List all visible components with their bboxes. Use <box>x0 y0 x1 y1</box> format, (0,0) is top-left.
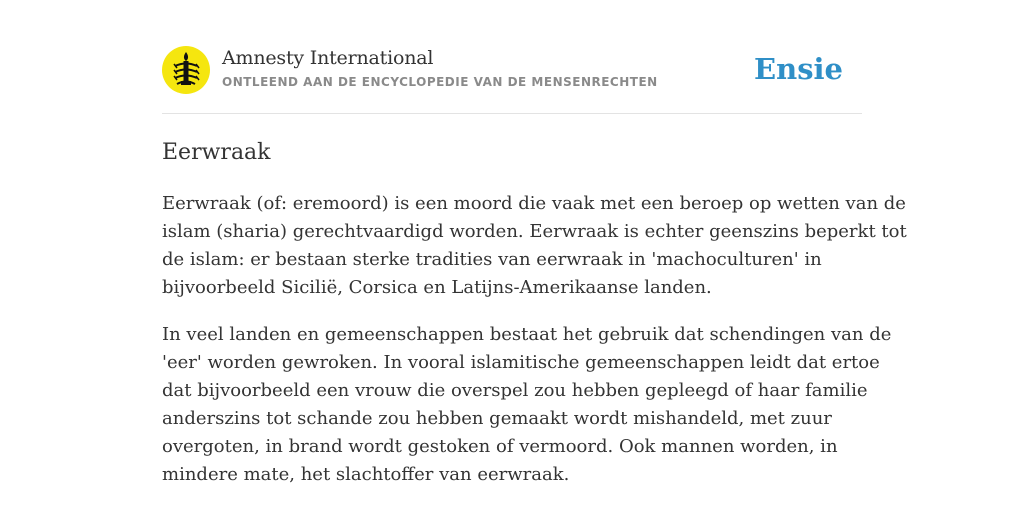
text-line: islam (sharia) gerechtvaardigd worden. Eerwraak is echter geenszins beperkt tot <box>162 221 907 242</box>
text-line: dat bijvoorbeeld een vrouw die overspel zou hebben gepleegd of haar familie <box>162 380 868 401</box>
text-line: de islam: er bestaan sterke tradities van eerwraak in 'machoculturen' in <box>162 249 822 270</box>
candle-barbed-wire-icon <box>162 46 210 94</box>
paragraph <box>162 321 892 489</box>
tagline: ONTLEEND AAN DE ENCYCLOPEDIE VAN DE MENSENRECHTEN <box>222 75 658 89</box>
ensie-logo[interactable]: Ensie <box>754 52 843 86</box>
text-line: bijvoorbeeld Sicilië, Corsica en Latijns-Amerikaanse landen. <box>162 277 712 298</box>
article-title: Eerwraak <box>162 140 271 165</box>
text-line: overgoten, in brand wordt gestoken of vermoord. Ook mannen worden, in <box>162 436 838 457</box>
text-line: anderszins tot schande zou hebben gemaakt wordt mishandeld, met zuur <box>162 408 832 429</box>
text-line: 'eer' worden gewroken. In vooral islamitische gemeenschappen leidt dat ertoe <box>162 352 880 373</box>
paragraph <box>162 190 907 302</box>
article-body <box>162 190 907 508</box>
text-line: In veel landen en gemeenschappen bestaat het gebruik dat schendingen van de <box>162 324 892 345</box>
amnesty-logo[interactable] <box>162 46 210 94</box>
text-line: mindere mate, het slachtoffer van eerwraak. <box>162 464 570 485</box>
text-line: Eerwraak (of: eremoord) is een moord die vaak met een beroep op wetten van de <box>162 193 906 214</box>
header <box>162 46 862 96</box>
org-name[interactable]: Amnesty International <box>222 47 434 69</box>
header-divider <box>162 113 862 114</box>
